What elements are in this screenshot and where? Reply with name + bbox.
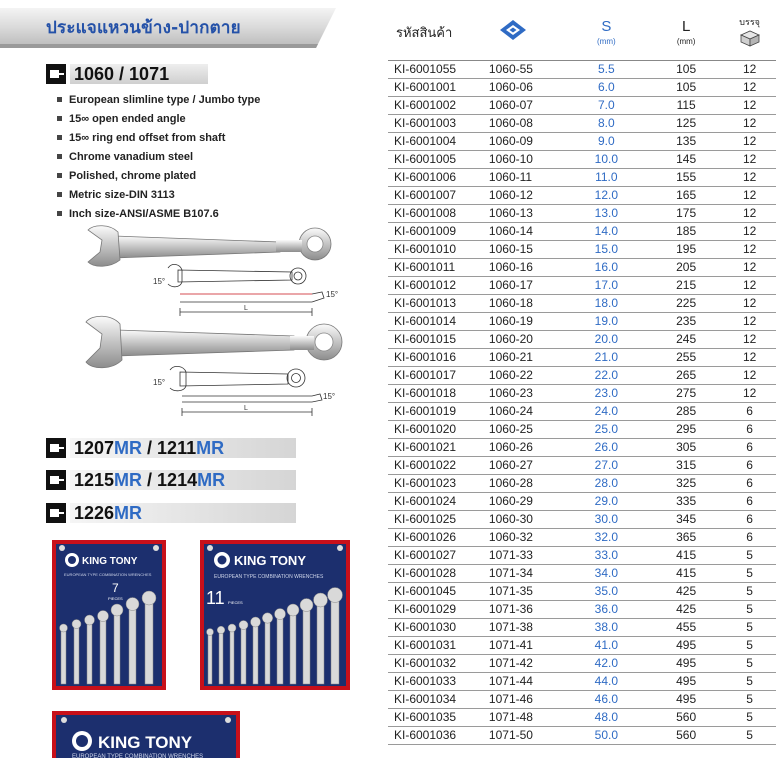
table-row (388, 295, 776, 313)
size-s-cell: 33.0 (564, 547, 649, 565)
product-code-cell: KI-6001021 (388, 439, 485, 457)
model-cell: 1071-34 (485, 565, 564, 583)
table-row (388, 277, 776, 295)
length-cell: 495 (649, 691, 723, 709)
angle-offset-label: 15° (323, 392, 336, 401)
product-code-cell: KI-6001023 (388, 475, 485, 493)
pack-qty-cell: 5 (723, 691, 776, 709)
table-row (388, 205, 776, 223)
model-cell: 1060-17 (485, 277, 564, 295)
size-s-cell: 27.0 (564, 457, 649, 475)
table-row (388, 547, 776, 565)
product-code-cell: KI-6001022 (388, 457, 485, 475)
length-cell: 265 (649, 367, 723, 385)
model-cell: 1060-19 (485, 313, 564, 331)
table-body (388, 61, 776, 745)
wrench-icon (88, 226, 331, 267)
model-cell: 1071-42 (485, 655, 564, 673)
length-cell: 105 (649, 61, 723, 79)
pack-qty-cell: 12 (723, 151, 776, 169)
product-code-cell: KI-6001002 (388, 97, 485, 115)
package-box-icon (739, 29, 761, 47)
model-cell: 1060-14 (485, 223, 564, 241)
pack-qty-cell: 5 (723, 709, 776, 727)
pack-qty-cell: 12 (723, 97, 776, 115)
model-cell: 1071-33 (485, 547, 564, 565)
length-cell: 235 (649, 313, 723, 331)
pouch-unit: PIECES (108, 596, 123, 601)
product-code-cell: KI-6001006 (388, 169, 485, 187)
length-cell: 560 (649, 709, 723, 727)
size-s-cell: 6.0 (564, 79, 649, 97)
model-cell: 1060-21 (485, 349, 564, 367)
pack-qty-cell: 12 (723, 79, 776, 97)
model-cell: 1060-11 (485, 169, 564, 187)
product-code-cell: KI-6001024 (388, 493, 485, 511)
model-cell: 1060-16 (485, 259, 564, 277)
model-number: 1207 (74, 438, 115, 458)
length-cell: 495 (649, 673, 723, 691)
table-row (388, 421, 776, 439)
size-s-cell: 41.0 (564, 637, 649, 655)
pack-qty-cell: 12 (723, 313, 776, 331)
product-code-cell: KI-6001026 (388, 529, 485, 547)
size-s-cell: 50.0 (564, 727, 649, 745)
model-cell: 1060-20 (485, 331, 564, 349)
feature-item: Polished, chrome plated (57, 168, 260, 187)
pack-qty-cell: 6 (723, 511, 776, 529)
product-code-cell: KI-6001004 (388, 133, 485, 151)
table-row (388, 331, 776, 349)
model-cell: 1060-27 (485, 457, 564, 475)
table-header-row (388, 4, 776, 61)
length-cell: 285 (649, 403, 723, 421)
model-cell: 1060-24 (485, 403, 564, 421)
pack-qty-cell: 6 (723, 493, 776, 511)
length-cell: 175 (649, 205, 723, 223)
length-cell: 425 (649, 601, 723, 619)
length-cell: 335 (649, 493, 723, 511)
table-row (388, 223, 776, 241)
table-row (388, 511, 776, 529)
model-number: 1226 (74, 503, 115, 523)
product-code-cell: KI-6001012 (388, 277, 485, 295)
length-cell: 425 (649, 583, 723, 601)
table-row (388, 169, 776, 187)
king-tony-logo-icon (72, 731, 92, 751)
pack-qty-cell: 12 (723, 187, 776, 205)
table-row (388, 493, 776, 511)
wrench-set-pouch-11pc (200, 540, 350, 690)
size-s-cell: 22.0 (564, 367, 649, 385)
model-cell: 1060-28 (485, 475, 564, 493)
table-row (388, 133, 776, 151)
header-l-unit: (mm) (676, 37, 696, 46)
model-suffix: MR (114, 470, 143, 490)
model-suffix: MR (114, 503, 143, 523)
model-group-1215mr-1214mr (46, 470, 298, 490)
length-cell: 225 (649, 295, 723, 313)
table-row (388, 583, 776, 601)
length-cell: 495 (649, 637, 723, 655)
model-cell: 1060-08 (485, 115, 564, 133)
model-cell: 1060-29 (485, 493, 564, 511)
model-cell: 1060-22 (485, 367, 564, 385)
size-s-cell: 35.0 (564, 583, 649, 601)
length-cell: 415 (649, 565, 723, 583)
length-cell: 295 (649, 421, 723, 439)
pack-qty-cell: 5 (723, 727, 776, 745)
length-cell: 105 (649, 79, 723, 97)
model-cell: 1060-18 (485, 295, 564, 313)
table-row (388, 727, 776, 745)
wrench-illustration (80, 222, 350, 422)
length-cell: 115 (649, 97, 723, 115)
length-cell: 205 (649, 259, 723, 277)
pack-qty-cell: 5 (723, 565, 776, 583)
product-code-cell: KI-6001010 (388, 241, 485, 259)
pack-qty-cell: 12 (723, 61, 776, 79)
size-s-cell: 21.0 (564, 349, 649, 367)
model-cell: 1060-15 (485, 241, 564, 259)
size-s-cell: 19.0 (564, 313, 649, 331)
table-row (388, 367, 776, 385)
pack-qty-cell: 12 (723, 223, 776, 241)
length-cell: 135 (649, 133, 723, 151)
king-tony-logo-icon (214, 552, 230, 568)
model-number: 1060 / 1071 (74, 64, 170, 84)
size-s-cell: 10.0 (564, 151, 649, 169)
model-number: / 1211 (142, 438, 197, 458)
feature-item: Inch size-ANSI/ASME B107.6 (57, 206, 260, 225)
length-cell: 215 (649, 277, 723, 295)
header-l-label: L (681, 18, 691, 35)
size-s-cell: 28.0 (564, 475, 649, 493)
table-row (388, 637, 776, 655)
pouch-count: 7 (112, 581, 119, 595)
product-code-cell: KI-6001025 (388, 511, 485, 529)
model-cell: 1060-26 (485, 439, 564, 457)
length-cell: 195 (649, 241, 723, 259)
pack-qty-cell: 5 (723, 637, 776, 655)
product-code-cell: KI-6001019 (388, 403, 485, 421)
pack-qty-cell: 6 (723, 421, 776, 439)
table-row (388, 655, 776, 673)
length-cell: 155 (649, 169, 723, 187)
pack-qty-cell: 12 (723, 133, 776, 151)
model-cell: 1071-46 (485, 691, 564, 709)
size-s-cell: 8.0 (564, 115, 649, 133)
product-code-cell: KI-6001032 (388, 655, 485, 673)
pack-qty-cell: 6 (723, 439, 776, 457)
size-s-cell: 17.0 (564, 277, 649, 295)
model-cell: 1071-50 (485, 727, 564, 745)
model-group-1060-1071 (46, 64, 206, 84)
product-code-cell: KI-6001003 (388, 115, 485, 133)
product-code-cell: KI-6001055 (388, 61, 485, 79)
pack-qty-cell: 12 (723, 367, 776, 385)
pack-qty-cell: 6 (723, 529, 776, 547)
table-row (388, 619, 776, 637)
product-code-cell: KI-6001027 (388, 547, 485, 565)
product-code-cell: KI-6001017 (388, 367, 485, 385)
table-row (388, 565, 776, 583)
length-cell: 315 (649, 457, 723, 475)
product-code-cell: KI-6001008 (388, 205, 485, 223)
size-s-cell: 5.5 (564, 61, 649, 79)
table-row (388, 691, 776, 709)
page-title: ประแจแหวนข้าง-ปากตาย (46, 18, 241, 38)
product-code-cell: KI-6001031 (388, 637, 485, 655)
pack-qty-cell: 12 (723, 331, 776, 349)
size-s-cell: 44.0 (564, 673, 649, 691)
wrench-icon (86, 316, 342, 368)
size-s-cell: 18.0 (564, 295, 649, 313)
length-cell: 185 (649, 223, 723, 241)
size-s-cell: 34.0 (564, 565, 649, 583)
model-cell: 1060-13 (485, 205, 564, 223)
length-cell: 305 (649, 439, 723, 457)
product-code-cell: KI-6001033 (388, 673, 485, 691)
pack-qty-cell: 5 (723, 655, 776, 673)
pack-qty-cell: 6 (723, 403, 776, 421)
size-s-cell: 9.0 (564, 133, 649, 151)
product-code-cell: KI-6001015 (388, 331, 485, 349)
header-pack-label: บรรจุ (739, 17, 760, 28)
model-mark-icon (46, 438, 66, 458)
length-cell: 560 (649, 727, 723, 745)
pack-qty-cell: 5 (723, 619, 776, 637)
size-s-cell: 29.0 (564, 493, 649, 511)
header-code: รหัสสินค้า (388, 4, 485, 61)
size-s-cell: 25.0 (564, 421, 649, 439)
length-cell: 415 (649, 547, 723, 565)
model-cell: 1060-55 (485, 61, 564, 79)
model-cell: 1060-32 (485, 529, 564, 547)
header-s-unit: (mm) (597, 37, 616, 46)
model-group-1207mr-1211mr (46, 438, 298, 458)
model-number: 1215 (74, 470, 115, 490)
size-s-cell: 16.0 (564, 259, 649, 277)
model-cell: 1071-38 (485, 619, 564, 637)
model-cell: 1060-06 (485, 79, 564, 97)
table-row (388, 601, 776, 619)
table-row (388, 403, 776, 421)
length-cell: 495 (649, 655, 723, 673)
model-group-1226mr (46, 503, 298, 523)
product-code-cell: KI-6001045 (388, 583, 485, 601)
pouch-brand: KING TONY (98, 733, 193, 752)
model-cell: 1060-30 (485, 511, 564, 529)
model-cell: 1071-41 (485, 637, 564, 655)
size-s-cell: 7.0 (564, 97, 649, 115)
table-row (388, 97, 776, 115)
table-row (388, 151, 776, 169)
pouch-subtitle: EUROPEAN TYPE COMBINATION WRENCHES (72, 754, 204, 758)
feature-item: Chrome vanadium steel (57, 149, 260, 168)
header-l (649, 4, 723, 61)
pouch-brand: KING TONY (234, 553, 306, 568)
table-row (388, 259, 776, 277)
pouch-subtitle: EUROPEAN TYPE COMBINATION WRENCHES (64, 572, 152, 577)
length-cell: 325 (649, 475, 723, 493)
table-row (388, 457, 776, 475)
product-code-cell: KI-6001009 (388, 223, 485, 241)
pack-qty-cell: 6 (723, 457, 776, 475)
table-row (388, 475, 776, 493)
product-code-cell: KI-6001013 (388, 295, 485, 313)
model-cell: 1060-23 (485, 385, 564, 403)
king-tony-logo-icon (65, 553, 79, 567)
pack-qty-cell: 12 (723, 115, 776, 133)
model-mark-icon (46, 503, 66, 523)
product-code-cell: KI-6001014 (388, 313, 485, 331)
table-row (388, 385, 776, 403)
table-row (388, 79, 776, 97)
product-code-cell: KI-6001034 (388, 691, 485, 709)
model-cell: 1060-07 (485, 97, 564, 115)
feature-item: 15∞ open ended angle (57, 111, 260, 130)
pack-qty-cell: 5 (723, 547, 776, 565)
pack-qty-cell: 5 (723, 583, 776, 601)
model-cell: 1060-09 (485, 133, 564, 151)
length-cell: 365 (649, 529, 723, 547)
header-pack (723, 4, 776, 61)
table-row (388, 439, 776, 457)
wrench-set-pouch-partial (52, 711, 240, 758)
angle-label: 15° (153, 277, 166, 286)
size-s-cell: 42.0 (564, 655, 649, 673)
size-s-cell: 30.0 (564, 511, 649, 529)
angle-offset-label: 15° (326, 290, 339, 299)
size-s-cell: 48.0 (564, 709, 649, 727)
pouch-subtitle: EUROPEAN TYPE COMBINATION WRENCHES (214, 574, 324, 580)
size-s-cell: 20.0 (564, 331, 649, 349)
pack-qty-cell: 5 (723, 673, 776, 691)
size-s-cell: 26.0 (564, 439, 649, 457)
product-code-cell: KI-6001020 (388, 421, 485, 439)
model-number: / 1214 (142, 470, 198, 490)
size-s-cell: 36.0 (564, 601, 649, 619)
product-code-cell: KI-6001005 (388, 151, 485, 169)
pack-qty-cell: 12 (723, 169, 776, 187)
table-row (388, 349, 776, 367)
length-cell: 125 (649, 115, 723, 133)
header-s-label: S (601, 18, 612, 35)
length-cell: 275 (649, 385, 723, 403)
feature-list (57, 92, 260, 225)
pack-qty-cell: 12 (723, 295, 776, 313)
angle-label: 15° (153, 378, 166, 387)
length-cell: 245 (649, 331, 723, 349)
model-cell: 1071-44 (485, 673, 564, 691)
table-row (388, 313, 776, 331)
product-code-cell: KI-6001011 (388, 259, 485, 277)
pack-qty-cell: 6 (723, 475, 776, 493)
model-mark-icon (46, 470, 66, 490)
model-suffix: MR (197, 470, 226, 490)
model-cell: 1060-12 (485, 187, 564, 205)
model-suffix: MR (196, 438, 225, 458)
size-s-cell: 24.0 (564, 403, 649, 421)
pack-qty-cell: 12 (723, 205, 776, 223)
table-row (388, 529, 776, 547)
model-cell: 1071-36 (485, 601, 564, 619)
pack-qty-cell: 5 (723, 601, 776, 619)
pouch-brand: KING TONY (82, 556, 138, 567)
product-code-cell: KI-6001030 (388, 619, 485, 637)
size-s-cell: 12.0 (564, 187, 649, 205)
pack-qty-cell: 12 (723, 241, 776, 259)
model-cell: 1071-48 (485, 709, 564, 727)
pouch-unit: PIECES (228, 600, 243, 605)
length-cell: 345 (649, 511, 723, 529)
table-row (388, 61, 776, 79)
pack-qty-cell: 12 (723, 349, 776, 367)
pack-qty-cell: 12 (723, 385, 776, 403)
size-s-cell: 13.0 (564, 205, 649, 223)
length-label: L (244, 305, 248, 312)
wrench-set-pouch-7pc (52, 540, 166, 690)
product-code-cell: KI-6001028 (388, 565, 485, 583)
feature-item: 15∞ ring end offset from shaft (57, 130, 260, 149)
length-cell: 165 (649, 187, 723, 205)
length-cell: 145 (649, 151, 723, 169)
header-logo (485, 4, 564, 61)
product-code-cell: KI-6001035 (388, 709, 485, 727)
size-s-cell: 32.0 (564, 529, 649, 547)
size-s-cell: 38.0 (564, 619, 649, 637)
product-code-cell: KI-6001029 (388, 601, 485, 619)
table-row (388, 673, 776, 691)
pack-qty-cell: 12 (723, 259, 776, 277)
header-s (564, 4, 649, 61)
size-s-cell: 11.0 (564, 169, 649, 187)
size-s-cell: 14.0 (564, 223, 649, 241)
size-s-cell: 15.0 (564, 241, 649, 259)
length-label: L (244, 405, 248, 412)
model-cell: 1060-25 (485, 421, 564, 439)
table-row (388, 709, 776, 727)
size-s-cell: 23.0 (564, 385, 649, 403)
model-cell: 1071-35 (485, 583, 564, 601)
product-table (388, 4, 776, 745)
table-row (388, 115, 776, 133)
product-code-cell: KI-6001007 (388, 187, 485, 205)
length-cell: 455 (649, 619, 723, 637)
model-cell: 1060-10 (485, 151, 564, 169)
table-row (388, 241, 776, 259)
pack-qty-cell: 12 (723, 277, 776, 295)
length-cell: 255 (649, 349, 723, 367)
product-code-cell: KI-6001036 (388, 727, 485, 745)
feature-item: Metric size-DIN 3113 (57, 187, 260, 206)
product-code-cell: KI-6001018 (388, 385, 485, 403)
table-row (388, 187, 776, 205)
size-s-cell: 46.0 (564, 691, 649, 709)
product-code-cell: KI-6001016 (388, 349, 485, 367)
feature-item: European slimline type / Jumbo type (57, 92, 260, 111)
model-mark-icon (46, 64, 66, 84)
pouch-count: 11 (206, 588, 225, 608)
king-tony-logo-icon (499, 19, 527, 41)
product-code-cell: KI-6001001 (388, 79, 485, 97)
model-suffix: MR (114, 438, 143, 458)
